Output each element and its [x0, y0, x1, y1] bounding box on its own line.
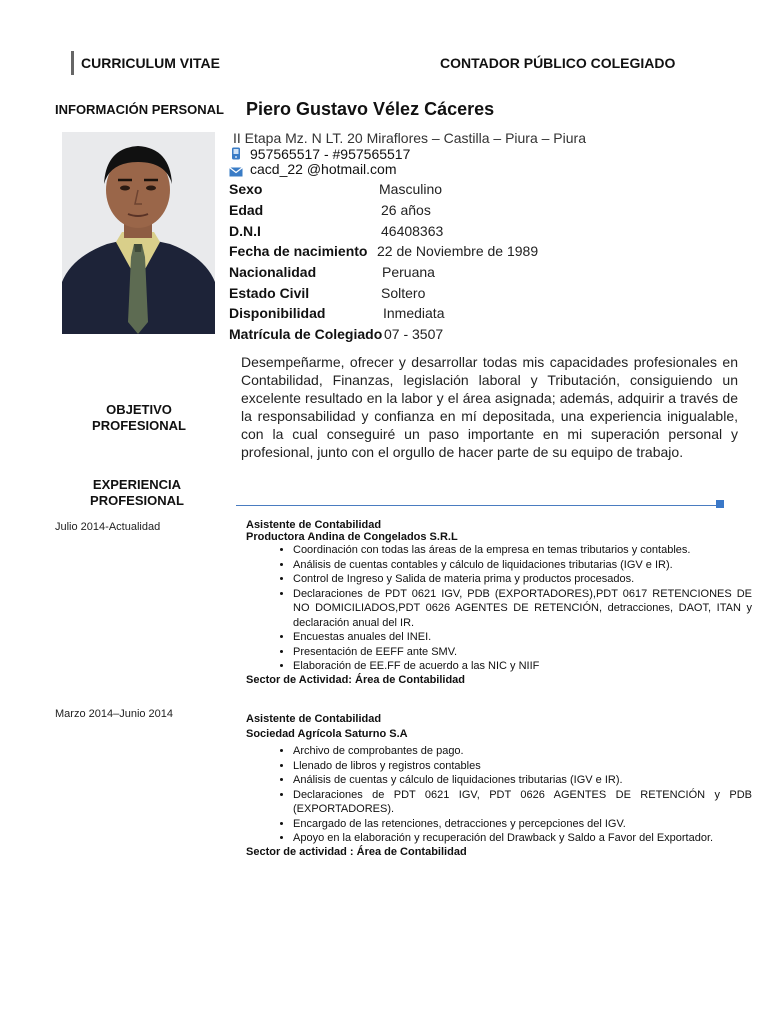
list-item: • Encargado de las retenciones, detracciones y percepciones del IGV. [293, 817, 752, 832]
field-value-estado-civil: Soltero [381, 285, 426, 301]
list-item: • Control de Ingreso y Salida de materia prima y productos procesados. [293, 572, 752, 587]
field-value-edad: 26 años [381, 202, 431, 218]
field-label-matricula: Matrícula de Colegiado [229, 326, 383, 342]
experience-label [57, 477, 217, 509]
list-item: • Coordinación con todas las áreas de la empresa en temas tributarios y contables. [293, 543, 752, 558]
job-title: Asistente de Contabilidad [246, 713, 382, 725]
list-item: • Presentación de EEFF ante SMV. [293, 645, 752, 660]
list-item: • Apoyo en la elaboración y recuperación del Drawback y Saldo a Favor del Exportador. [293, 831, 752, 846]
field-label-sexo: Sexo [229, 181, 263, 197]
field-value-fecha-nacimiento: 22 de Noviembre de 1989 [377, 243, 539, 259]
list-item: • Llenado de libros y registros contables [293, 759, 752, 774]
job-date: Marzo 2014–Junio 2014 [55, 708, 174, 720]
job-company: Productora Andina de Congelados S.R.L [246, 531, 458, 543]
experience-label-line2: PROFESIONAL [90, 493, 184, 508]
address: II Etapa Mz. N LT. 20 Miraflores – Castilla – Piura – Piura [233, 130, 586, 146]
list-item: • Declaraciones de PDT 0621 IGV, PDB (EXPORTADORES),PDT 0617 RETENCIONES DE NO DOMICILIADOS,PDT 0626 AGENTES DE RETENCIÓN, detracciones, DAOT, ITAN y declaración anual del IR. [293, 587, 752, 631]
phone-icon [230, 147, 242, 160]
person-name: Piero Gustavo Vélez Cáceres [246, 99, 495, 119]
field-label-estado-civil: Estado Civil [229, 285, 310, 301]
field-value-nacionalidad: Peruana [382, 264, 435, 280]
field-label-edad: Edad [229, 202, 264, 218]
field-value-sexo: Masculino [379, 181, 443, 197]
list-item: • Encuestas anuales del INEI. [293, 630, 752, 645]
job-title: Asistente de Contabilidad [246, 519, 382, 531]
objective-text: Desempeñarme, ofrecer y desarrollar todas mis capacidades profesionales en Contabilidad, Finanzas, legislación laboral y Tributación, consiguiendo un excelente resultado en la labor y el área asignada; además, adquirir a través de la responsabilidad y confianza en mí depositada, una experiencia inigualable, con la cual conseguiré un paso importante en mi superación personal y profesional, junto con el orgullo de hacer parte de su equipo de trabajo. [241, 354, 738, 460]
job-duties-list [246, 543, 752, 674]
job-date: Julio 2014-Actualidad [55, 521, 161, 533]
list-item: • Análisis de cuentas y cálculo de liquidaciones tributarias (IGV e IR). [293, 773, 752, 788]
job-entry [246, 519, 752, 686]
phone-number: 957565517 - #957565517 [250, 146, 411, 162]
profession-title: CONTADOR PÚBLICO COLEGIADO [440, 55, 676, 71]
objective-label-line2: PROFESIONAL [92, 418, 186, 433]
job-duties-list [246, 744, 752, 846]
envelope-icon [229, 164, 243, 174]
experience-label-line1: EXPERIENCIA [92, 477, 182, 492]
field-label-fecha-nacimiento: Fecha de nacimiento [229, 243, 368, 259]
cv-title: CURRICULUM VITAE [81, 55, 220, 71]
email-address: cacd_22 @hotmail.com [250, 161, 397, 177]
job-company: Sociedad Agrícola Saturno S.A [246, 728, 408, 740]
field-value-disponibilidad: Inmediata [383, 305, 445, 321]
divider-square-marker [716, 500, 724, 508]
personal-info-label: INFORMACIÓN PERSONAL [55, 102, 224, 117]
field-label-dni: D.N.I [229, 223, 261, 239]
profile-photo [62, 132, 215, 334]
objective-label-line1: OBJETIVO [106, 402, 172, 417]
section-divider-line [236, 505, 720, 506]
field-value-matricula: 07 - 3507 [384, 326, 444, 342]
field-label-nacionalidad: Nacionalidad [229, 264, 317, 280]
list-item: • Elaboración de EE.FF de acuerdo a las NIC y NIIF [293, 659, 752, 674]
header-divider-bar [71, 51, 74, 75]
list-item: • Análisis de cuentas contables y cálculo de liquidaciones tributarias (IGV e IR). [293, 558, 752, 573]
job-sector: Sector de actividad : Área de Contabilidad [246, 845, 467, 858]
list-item: • Declaraciones de PDT 0621 IGV, PDT 0626 AGENTES DE RETENCIÓN y PDB (EXPORTADORES). [293, 788, 752, 817]
job-entry [246, 713, 752, 858]
field-label-disponibilidad: Disponibilidad [229, 305, 326, 321]
list-item: • Archivo de comprobantes de pago. [293, 744, 752, 759]
job-sector: Sector de Actividad: Área de Contabilidad [246, 673, 466, 686]
objective-label [59, 402, 219, 434]
field-value-dni: 46408363 [381, 223, 444, 239]
